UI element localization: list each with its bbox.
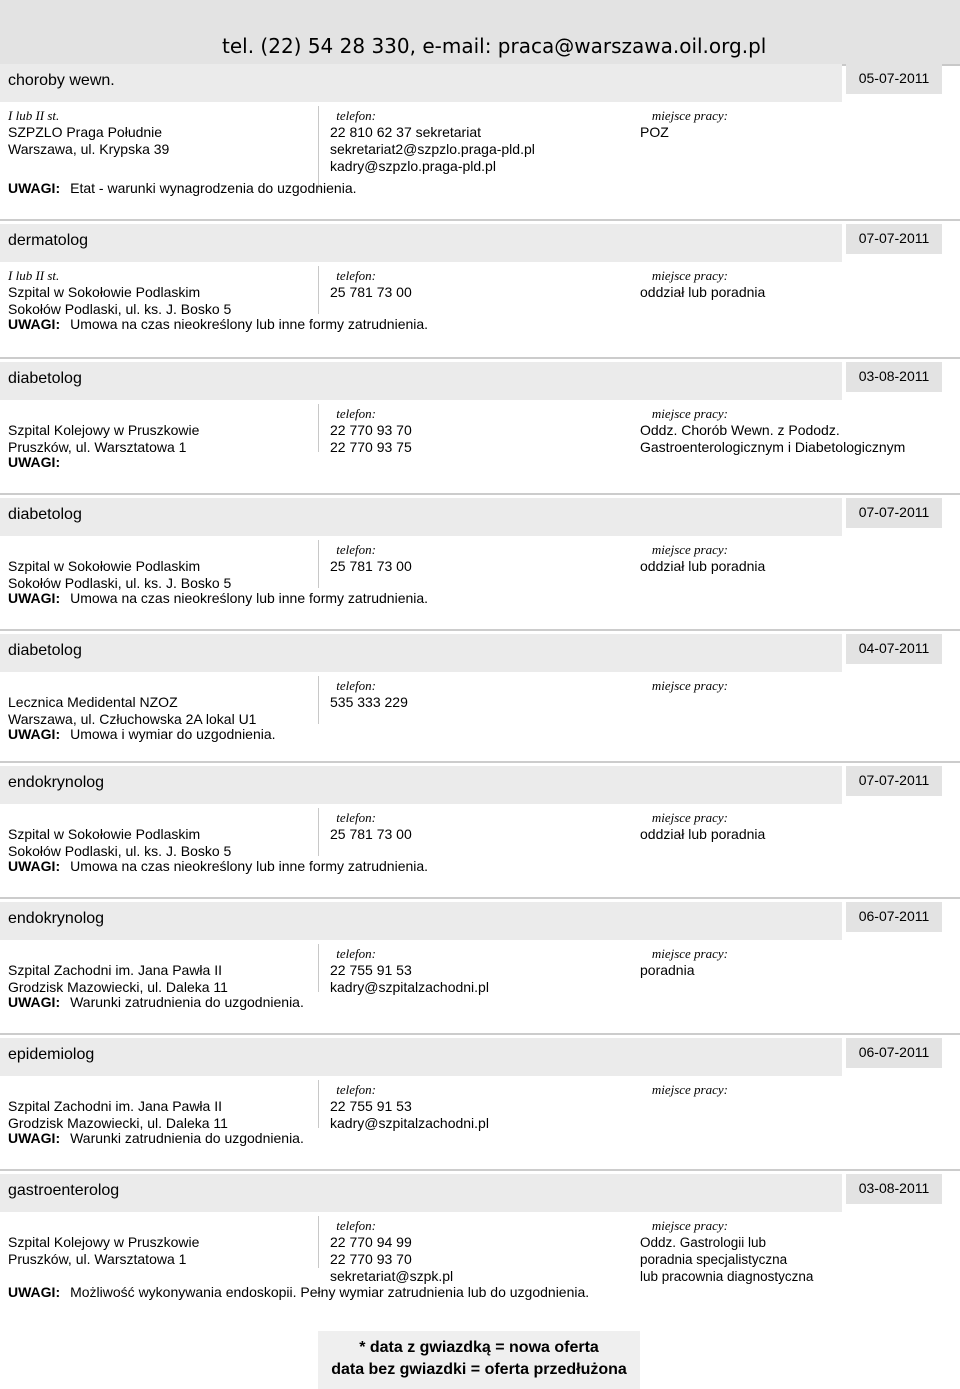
phone-contact <box>330 694 408 711</box>
phone-line: 22 810 62 37 sekretariat <box>330 124 481 140</box>
address-line: Szpital w Sokołowie Podlaskim <box>8 826 201 842</box>
address-line: Szpital Kolejowy w Pruszkowie <box>8 1234 200 1250</box>
address-line: Sokołów Podlaski, ul. ks. J. Bosko 5 <box>8 843 232 859</box>
column-divider <box>318 106 319 190</box>
legend-extended-offer: data bez gwiazdki = oferta przedłużona <box>331 1361 627 1378</box>
phone-label: telefon: <box>336 946 376 961</box>
offer-separator <box>0 219 960 221</box>
address-line: Warszawa, ul. Krypska 39 <box>8 141 170 157</box>
column-divider <box>318 676 319 724</box>
address-line: Pruszków, ul. Warsztatowa 1 <box>8 439 187 455</box>
phone-line: 22 770 93 75 <box>330 439 412 455</box>
date-box <box>846 1038 942 1068</box>
phone-contact <box>330 1098 489 1132</box>
offer-date: 06-07-2011 <box>858 1044 930 1060</box>
phone-contact <box>330 124 535 175</box>
workplace-line: poradnia specjalistyczna <box>640 1252 788 1267</box>
address-line: Sokołów Podlaski, ul. ks. J. Bosko 5 <box>8 575 232 591</box>
phone-line: 22 770 93 70 <box>330 422 412 438</box>
address-line: Sokołów Podlaski, ul. ks. J. Bosko 5 <box>8 301 232 317</box>
workplace-line: oddział lub poradnia <box>640 826 766 842</box>
phone-line: 25 781 73 00 <box>330 826 412 842</box>
address-line: Grodzisk Mazowiecki, ul. Daleka 11 <box>8 979 228 995</box>
notes-row <box>8 994 304 1010</box>
workplace <box>640 1234 813 1285</box>
phone-label: telefon: <box>336 108 376 123</box>
specialty-bar <box>0 498 842 536</box>
specialty-bar <box>0 1038 842 1076</box>
phone-label: telefon: <box>336 678 376 693</box>
date-box <box>846 1174 942 1204</box>
notes-text: Umowa na czas nieokreślony lub inne formy zatrudnienia. <box>70 590 429 606</box>
phone-line: 25 781 73 00 <box>330 284 412 300</box>
offer-date: 04-07-2011 <box>858 640 930 656</box>
workplace-label: miejsce pracy: <box>651 810 728 825</box>
phone-contact <box>330 962 489 996</box>
employer-address <box>8 422 199 456</box>
phone-line: kadry@szpzlo.praga-pld.pl <box>330 158 496 174</box>
workplace-line: poradnia <box>640 962 695 978</box>
notes-row <box>8 1284 589 1300</box>
workplace-label: miejsce pracy: <box>651 108 728 123</box>
offer-date: 07-07-2011 <box>858 772 930 788</box>
offer-separator <box>0 761 960 763</box>
offer-date: 07-07-2011 <box>858 230 930 246</box>
notes-row <box>8 726 276 742</box>
phone-contact <box>330 826 412 843</box>
offer-date: 03-08-2011 <box>858 1180 930 1196</box>
workplace-line: oddział lub poradnia <box>640 284 766 300</box>
address-line: Lecznica Medidental NZOZ <box>8 694 178 710</box>
offer-date: 07-07-2011 <box>858 504 930 520</box>
phone-line: kadry@szpitalzachodni.pl <box>330 1115 489 1131</box>
employer-address <box>8 826 231 860</box>
workplace <box>640 826 765 843</box>
specialty-bar <box>0 224 842 262</box>
notes-label: UWAGI: <box>8 1284 61 1300</box>
notes-text: Umowa na czas nieokreślony lub inne formy zatrudnienia. <box>70 316 429 332</box>
offer-date: 05-07-2011 <box>858 70 930 86</box>
legend-new-offer: * data z gwiazdką = nowa oferta <box>359 1339 599 1356</box>
notes-label: UWAGI: <box>8 994 61 1010</box>
phone-contact <box>330 1234 453 1285</box>
workplace <box>640 558 765 575</box>
employer-address <box>8 962 228 996</box>
employer-address <box>8 284 231 318</box>
address-line: SZPZLO Praga Południe <box>8 124 163 140</box>
date-box <box>846 634 942 664</box>
workplace-label: miejsce pracy: <box>651 1218 728 1233</box>
address-line: Grodzisk Mazowiecki, ul. Daleka 11 <box>8 1115 228 1131</box>
column-divider <box>318 1216 319 1268</box>
notes-row <box>8 454 70 470</box>
column-divider <box>318 540 319 588</box>
workplace-label: miejsce pracy: <box>651 1082 728 1097</box>
phone-contact <box>330 284 412 301</box>
address-line: Szpital Kolejowy w Pruszkowie <box>8 422 200 438</box>
specialty-title: choroby wewn. <box>8 72 115 89</box>
notes-label: UWAGI: <box>8 726 61 742</box>
workplace-line: Gastroenterologicznym i Diabetologicznym <box>640 439 906 455</box>
employer-address <box>8 694 256 728</box>
specialty-title: diabetolog <box>8 506 82 523</box>
phone-line: 25 781 73 00 <box>330 558 412 574</box>
workplace-label: miejsce pracy: <box>651 406 728 421</box>
page-header <box>0 0 960 66</box>
specialty-title: dermatolog <box>8 232 89 249</box>
column-divider <box>318 944 319 992</box>
offer-separator <box>0 1033 960 1035</box>
column-divider <box>318 266 319 314</box>
workplace-line: Oddz. Chorób Wewn. z Pododz. <box>640 422 840 438</box>
offer-separator <box>0 897 960 899</box>
workplace-label: miejsce pracy: <box>651 678 728 693</box>
specialty-title: endokrynolog <box>8 774 105 791</box>
phone-line: 22 770 94 99 <box>330 1234 412 1250</box>
workplace <box>640 962 695 979</box>
phone-line: 22 755 91 53 <box>330 962 412 978</box>
column-divider <box>318 808 319 856</box>
specialty-title: diabetolog <box>8 370 82 387</box>
workplace-line: POZ <box>640 124 669 140</box>
specialty-bar <box>0 362 842 400</box>
specialty-bar <box>0 64 842 102</box>
offer-date: 06-07-2011 <box>858 908 930 924</box>
notes-row <box>8 316 428 332</box>
employer-address <box>8 1234 199 1268</box>
specialization-level: I lub II st. <box>8 108 60 123</box>
address-line: Pruszków, ul. Warsztatowa 1 <box>8 1251 187 1267</box>
date-box <box>846 498 942 528</box>
notes-label: UWAGI: <box>8 858 61 874</box>
phone-label: telefon: <box>336 406 376 421</box>
notes-label: UWAGI: <box>8 316 61 332</box>
notes-row <box>8 590 428 606</box>
offer-separator <box>0 493 960 495</box>
workplace <box>640 284 765 301</box>
address-line: Szpital Zachodni im. Jana Pawła II <box>8 962 222 978</box>
contact-info: tel. (22) 54 28 330, e-mail: praca@warszawa.oil.org.pl <box>222 34 767 58</box>
workplace-line: lub pracownia diagnostyczna <box>640 1269 814 1284</box>
notes-label: UWAGI: <box>8 454 61 470</box>
phone-line: sekretariat@szpk.pl <box>330 1268 454 1284</box>
phone-label: telefon: <box>336 1082 376 1097</box>
notes-text: Warunki zatrudnienia do uzgodnienia. <box>70 994 304 1010</box>
date-box <box>846 766 942 796</box>
specialty-bar <box>0 1174 842 1212</box>
address-line: Szpital w Sokołowie Podlaskim <box>8 284 201 300</box>
workplace <box>640 422 905 456</box>
offer-date: 03-08-2011 <box>858 368 930 384</box>
column-divider <box>318 404 319 452</box>
phone-contact <box>330 422 412 456</box>
notes-text: Umowa i wymiar do uzgodnienia. <box>70 726 276 742</box>
workplace <box>640 124 669 141</box>
address-line: Szpital w Sokołowie Podlaskim <box>8 558 201 574</box>
notes-label: UWAGI: <box>8 180 61 196</box>
workplace-label: miejsce pracy: <box>651 268 728 283</box>
specialization-level: I lub II st. <box>8 268 60 283</box>
specialty-bar <box>0 902 842 940</box>
phone-line: 535 333 229 <box>330 694 408 710</box>
date-box <box>846 64 942 94</box>
workplace-label: miejsce pracy: <box>651 542 728 557</box>
phone-label: telefon: <box>336 1218 376 1233</box>
column-divider <box>318 1080 319 1128</box>
date-box <box>846 362 942 392</box>
phone-line: kadry@szpitalzachodni.pl <box>330 979 489 995</box>
specialty-bar <box>0 634 842 672</box>
specialty-title: epidemiolog <box>8 1046 95 1063</box>
phone-line: sekretariat2@szpzlo.praga-pld.pl <box>330 141 535 157</box>
phone-label: telefon: <box>336 810 376 825</box>
specialty-bar <box>0 766 842 804</box>
workplace-line: Oddz. Gastrologii lub <box>640 1235 767 1250</box>
offer-separator <box>0 629 960 631</box>
notes-text: Warunki zatrudnienia do uzgodnienia. <box>70 1130 304 1146</box>
notes-text: Możliwość wykonywania endoskopii. Pełny wymiar zatrudnienia lub do uzgodnienia. <box>70 1284 590 1300</box>
employer-address <box>8 1098 228 1132</box>
notes-label: UWAGI: <box>8 1130 61 1146</box>
specialty-title: gastroenterolog <box>8 1182 120 1199</box>
workplace-label: miejsce pracy: <box>651 946 728 961</box>
notes-label: UWAGI: <box>8 590 61 606</box>
date-box <box>846 224 942 254</box>
phone-label: telefon: <box>336 542 376 557</box>
notes-row <box>8 1130 304 1146</box>
offer-separator <box>0 357 960 359</box>
address-line: Warszawa, ul. Człuchowska 2A lokal U1 <box>8 711 257 727</box>
address-line: Szpital Zachodni im. Jana Pawła II <box>8 1098 222 1114</box>
specialty-title: endokrynolog <box>8 910 105 927</box>
notes-row <box>8 858 428 874</box>
workplace-line: oddział lub poradnia <box>640 558 766 574</box>
notes-row <box>8 180 357 196</box>
offer-separator <box>0 1169 960 1171</box>
legend-box <box>318 1331 640 1389</box>
phone-line: 22 755 91 53 <box>330 1098 412 1114</box>
phone-contact <box>330 558 412 575</box>
date-box <box>846 902 942 932</box>
employer-address <box>8 124 169 158</box>
employer-address <box>8 558 231 592</box>
notes-text: Etat - warunki wynagrodzenia do uzgodnienia. <box>70 180 357 196</box>
specialty-title: diabetolog <box>8 642 82 659</box>
phone-line: 22 770 93 70 <box>330 1251 412 1267</box>
notes-text: Umowa na czas nieokreślony lub inne formy zatrudnienia. <box>70 858 429 874</box>
phone-label: telefon: <box>336 268 376 283</box>
